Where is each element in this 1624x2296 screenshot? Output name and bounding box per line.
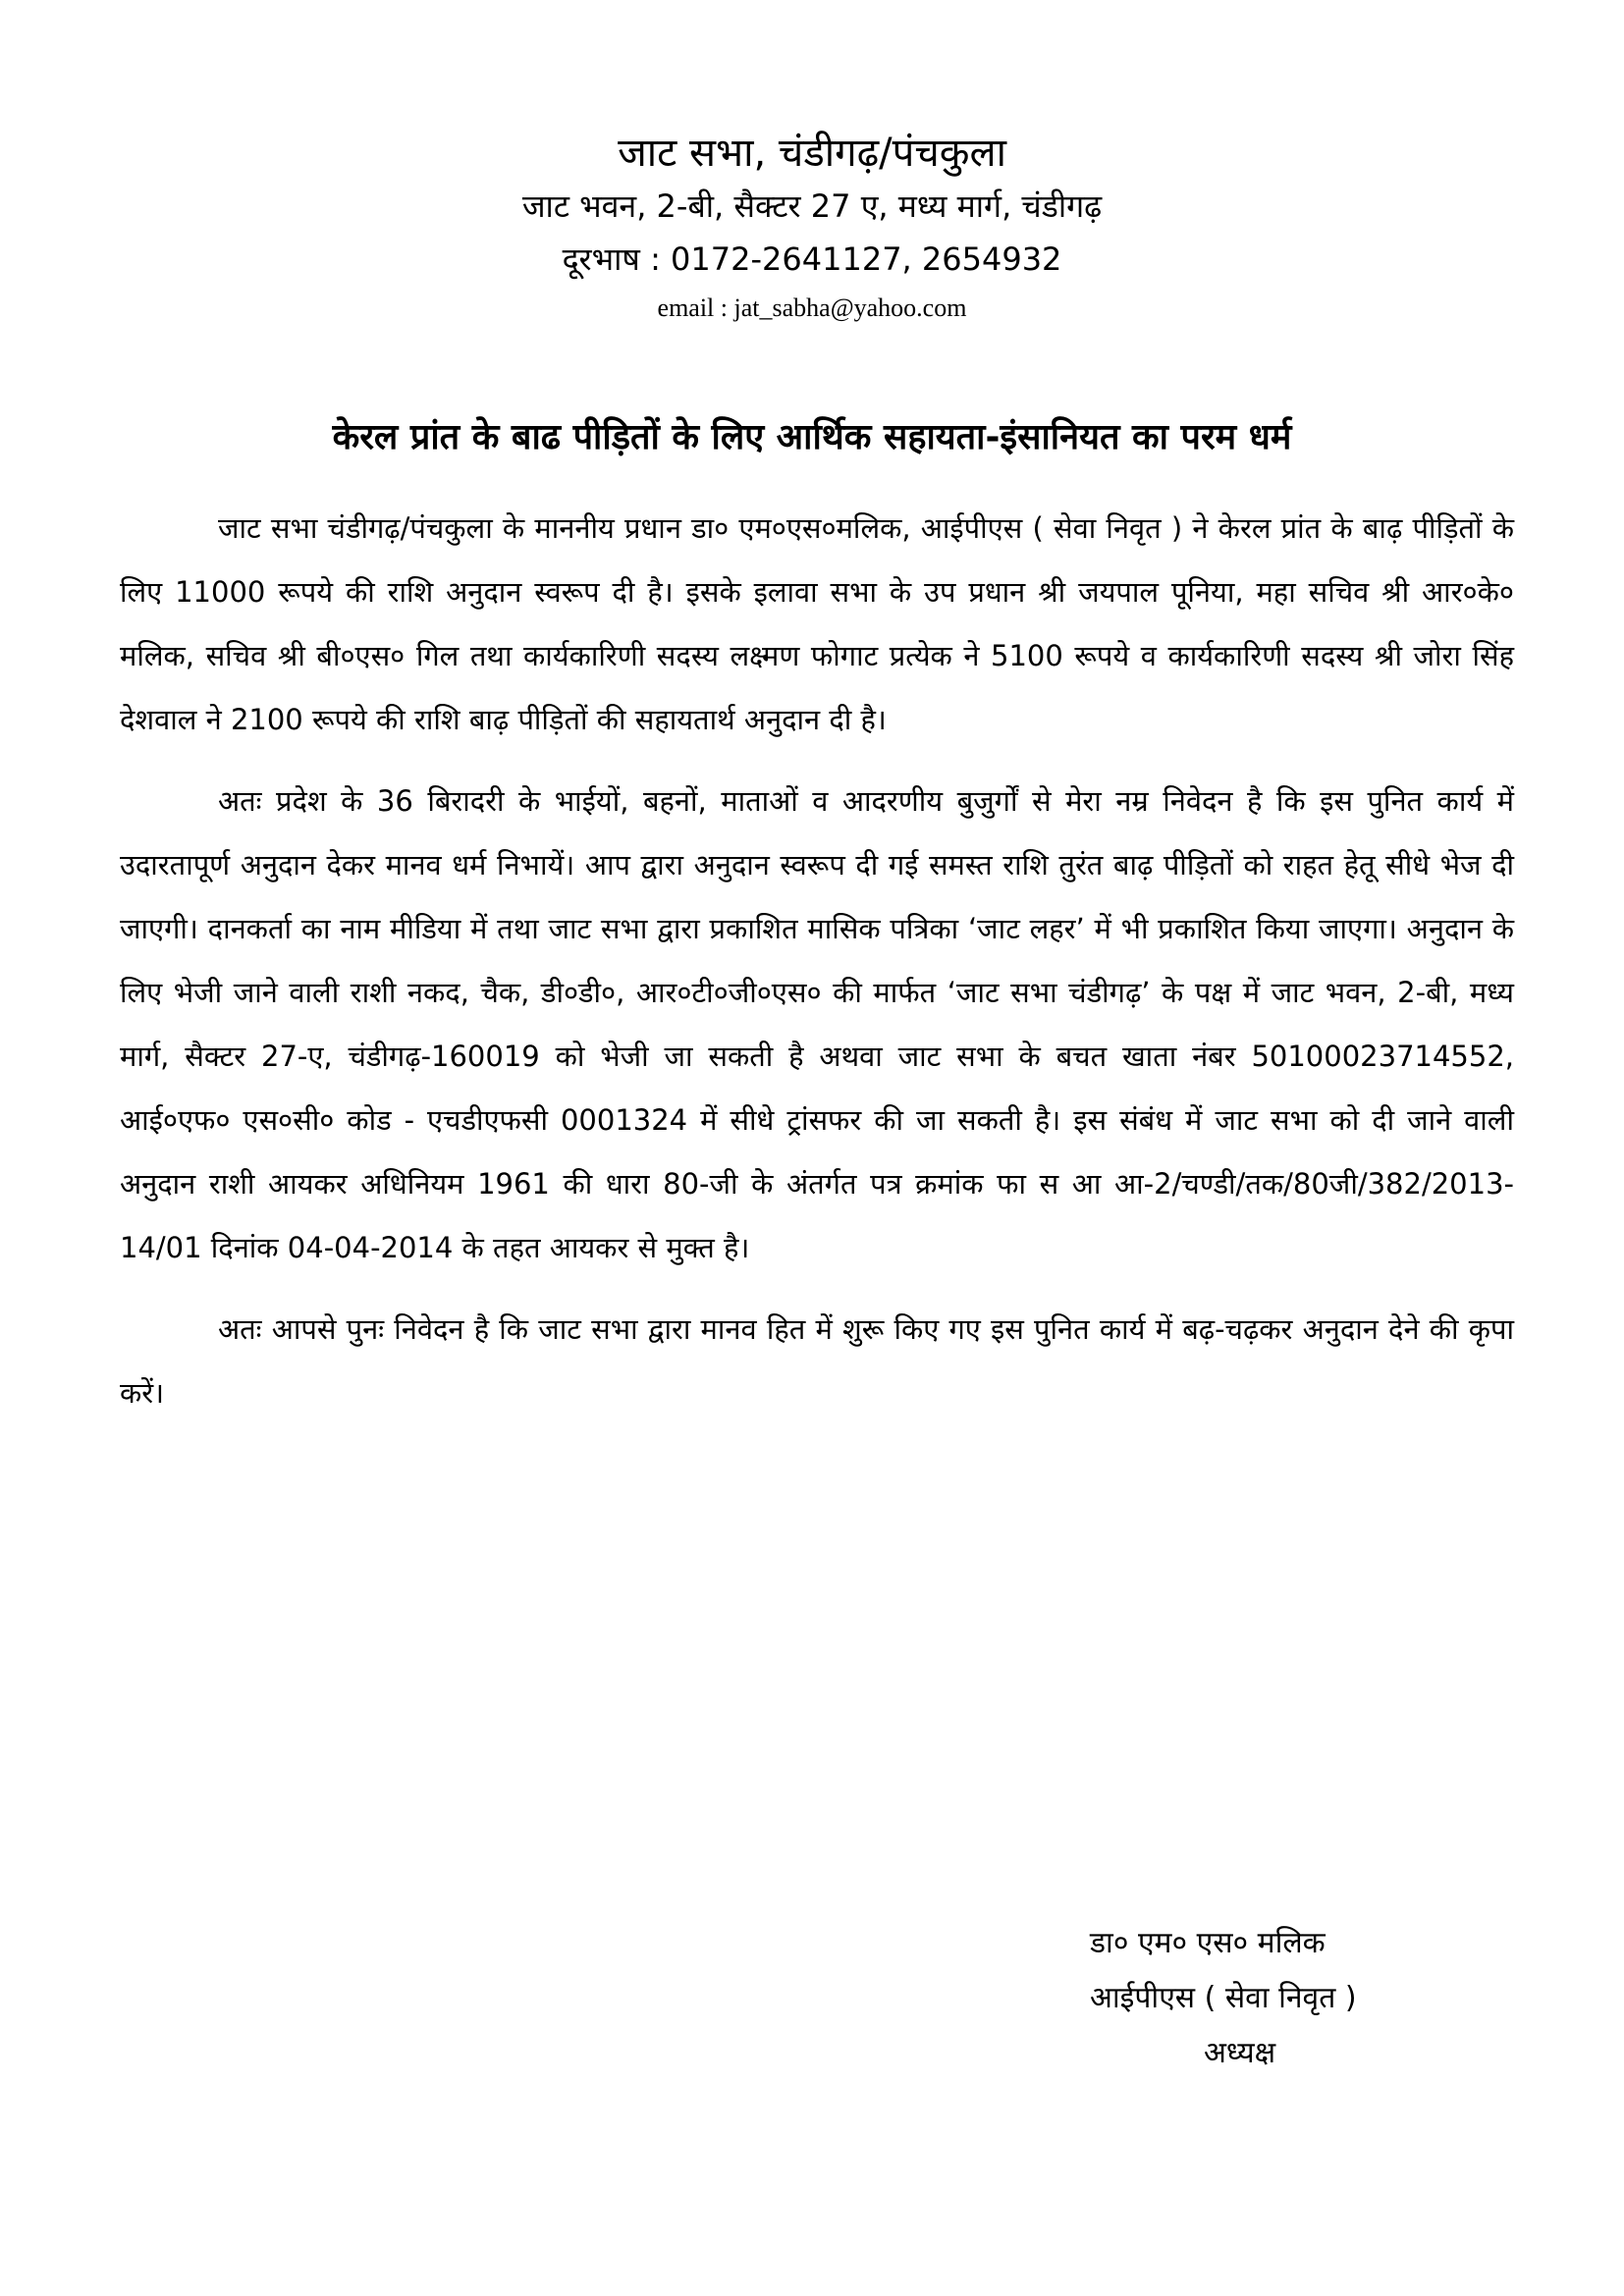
signatory-credential: आईपीएस ( सेवा निवृत ) <box>1090 1981 1357 2015</box>
paragraph-appeal: अतः प्रदेश के 36 बिरादरी के भाईयों, बहनों, माताओं व आदरणीय बुजुर्गों से मेरा नम्र निवेदन है कि इस पुनित कार्य में उदारतापूर्ण अनुदान देकर मानव धर्म निभायें। आप द्वारा अनुदान स्वरूप दी गई समस्त राशि तुरंत बाढ़ पीड़ितों को राहत हेतू सीधे भेज दी जाएगी। दानकर्ता का नाम मीडिया में तथा जाट सभा द्वारा प्रकाशित मासिक पत्रिका ‘जाट लहर’ में भी प्रकाशित किया जाएगा। अनुदान के लिए भेजी जाने वाली राशी नकद, चैक, डी०डी०, आर०टी०जी०एस० की मार्फत ‘जाट सभा चंडीगढ़’ के पक्ष में जाट भवन, 2-बी, मध्य मार्ग, सैक्टर 27-ए, चंडीगढ़-160019 को भेजी जा सकती है अथवा जाट सभा के बचत खाता नंबर 50100023714552, आई०एफ० एस०सी० कोड - एचडीएफसी 0001324 में सीधे ट्रांसफर की जा सकती है। इस संबंध में जाट सभा को दी जाने वाली अनुदान राशी आयकर अधिनियम 1961 की धारा 80-जी के अंतर्गत पत्र क्रमांक फा स आ आ-2/चण्डी/तक/80जी/382/2013-14/01 दिनांक 04-04-2014 के तहत आयकर से मुक्त है। <box>120 784 1514 1264</box>
paragraph-donations: जाट सभा चंडीगढ़/पंचकुला के माननीय प्रधान डा० एम०एस०मलिक, आईपीएस ( सेवा निवृत ) ने केरल प्रांत के बाढ़ पीड़ितों के लिए 11000 रूपये की राशि अनुदान स्वरूप दी है। इसके इलावा सभा के उप प्रधान श्री जयपाल पूनिया, महा सचिव श्री आर०के० मलिक, सचिव श्री बी०एस० गिल तथा कार्यकारिणी सदस्य लक्ष्मण फोगाट प्रत्येक ने 5100 रूपये व कार्यकारिणी सदस्य श्री जोरा सिंह देशवाल ने 2100 रूपये की राशि बाढ़ पीड़ितों की सहायतार्थ अनुदान दी है। <box>120 511 1514 736</box>
letter-heading: केरल प्रांत के बाढ पीड़ितों के लिए आर्थिक सहायता-इंसानियत का परम धर्म <box>332 417 1292 457</box>
letter-body <box>120 497 1514 1443</box>
organization-address: जाट भवन, 2-बी, सैक्टर 27 ए, मध्य मार्ग, चंडीगढ़ <box>521 187 1103 225</box>
organization-phone: दूरभाष : 0172-2641127, 2654932 <box>562 240 1062 278</box>
signatory-name: डा० एम० एस० मलिक <box>1090 1926 1326 1960</box>
signature-block <box>1090 1916 1483 2081</box>
paragraph-closing: अतः आपसे पुनः निवेदन है कि जाट सभा द्वारा मानव हित में शुरू किए गए इस पुनित कार्य में बढ़-चढ़कर अनुदान देने की कृपा करें। <box>120 1312 1514 1410</box>
organization-name: जाट सभा, चंडीगढ़/पंचकुला <box>618 131 1006 176</box>
letterhead <box>0 126 1624 330</box>
organization-email: email : jat_sabha@yahoo.com <box>657 294 967 322</box>
signatory-designation: अध्यक्ष <box>1204 2036 1276 2070</box>
